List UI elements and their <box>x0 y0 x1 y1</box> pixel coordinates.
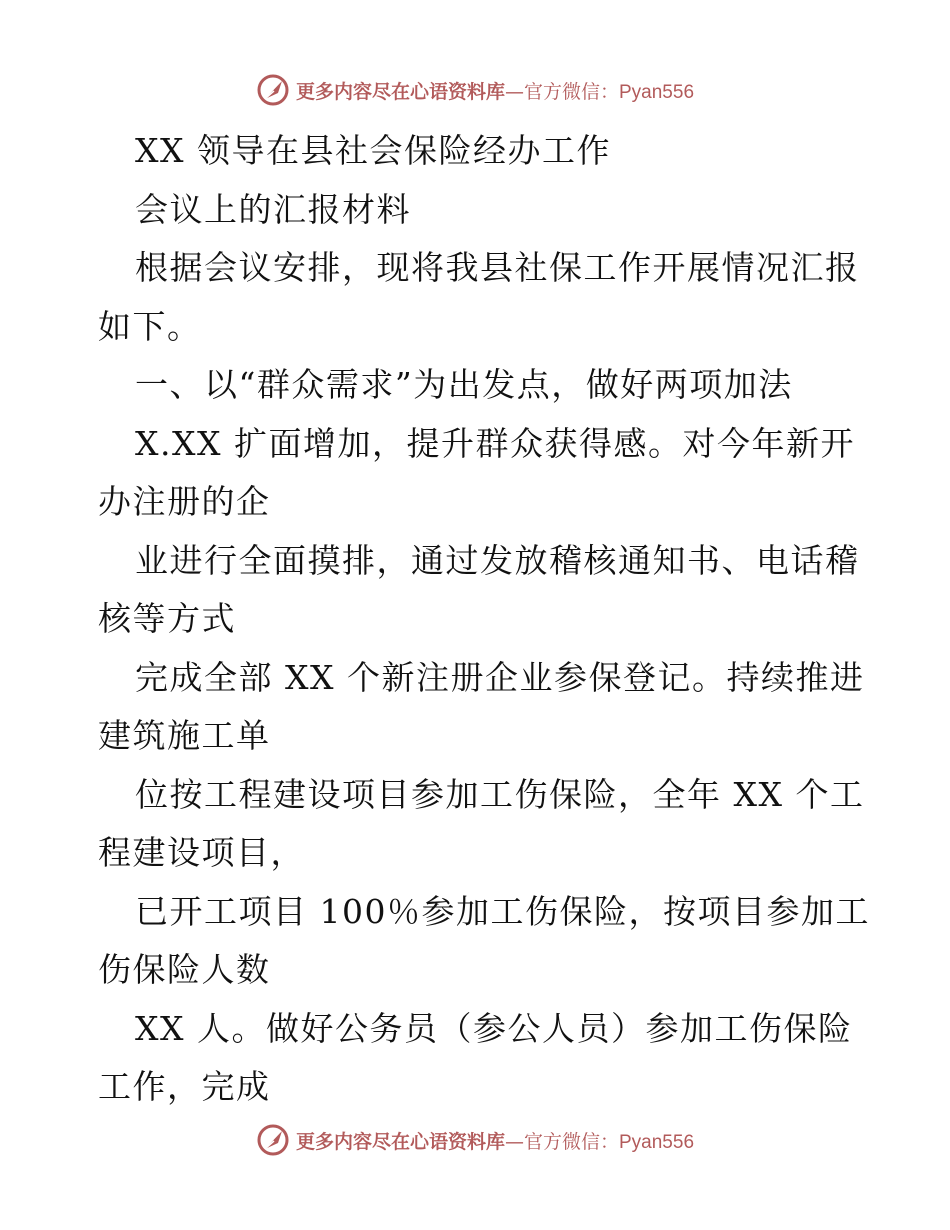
footer-watermark <box>0 1120 950 1160</box>
quill-logo-icon <box>256 1123 290 1157</box>
watermark-text <box>296 77 694 104</box>
text-line: 如下。 <box>98 306 202 346</box>
watermark-wechat-label: 官方微信： <box>523 1130 619 1153</box>
footer-watermark-content <box>256 1123 694 1157</box>
text-line: 建筑施工单 <box>98 716 271 755</box>
text-line: 完成全部 XX 个新注册企业参保登记。持续推进 <box>135 657 865 697</box>
watermark-main-text: 更多内容尽在心语资料库 <box>295 80 505 103</box>
text-line: 一、以“群众需求”为出发点，做好两项加法 <box>135 365 793 404</box>
text-line: 办注册的企 <box>98 482 271 521</box>
text-line: 工作，完成 <box>98 1067 271 1106</box>
text-line: 位按工程建设项目参加工伤保险，全年 XX 个工 <box>135 774 865 814</box>
text-line: 伤保险人数 <box>98 950 271 989</box>
watermark-wechat-id: Pyan556 <box>619 1131 695 1153</box>
text-line: 根据会议安排，现将我县社保工作开展情况汇报 <box>135 248 860 287</box>
watermark-main-text: 更多内容尽在心语资料库 <box>295 1130 505 1153</box>
text-line: XX 领导在县社会保险经办工作 <box>135 131 611 170</box>
watermark-text <box>296 1127 694 1154</box>
document-body <box>98 122 868 1117</box>
text-line: 会议上的汇报材料 <box>135 189 411 229</box>
text-line: X.XX 扩面增加，提升群众获得感。对今年新开 <box>135 423 855 463</box>
quill-logo-icon <box>256 73 290 107</box>
watermark-wechat-id: Pyan556 <box>619 81 695 103</box>
text-line: 已开工项目 100％参加工伤保险，按项目参加工 <box>135 891 870 931</box>
watermark-wechat-label: 官方微信： <box>523 80 619 103</box>
header-watermark <box>0 70 950 110</box>
watermark-separator: — <box>504 80 524 103</box>
text-line: 业进行全面摸排，通过发放稽核通知书、电话稽 <box>135 540 860 580</box>
text-line: 程建设项目， <box>98 833 305 872</box>
watermark-separator: — <box>504 1130 524 1153</box>
text-line: XX 人。做好公务员（参公人员）参加工伤保险 <box>135 1008 853 1048</box>
header-watermark-content <box>256 73 694 107</box>
text-line: 核等方式 <box>98 599 236 638</box>
